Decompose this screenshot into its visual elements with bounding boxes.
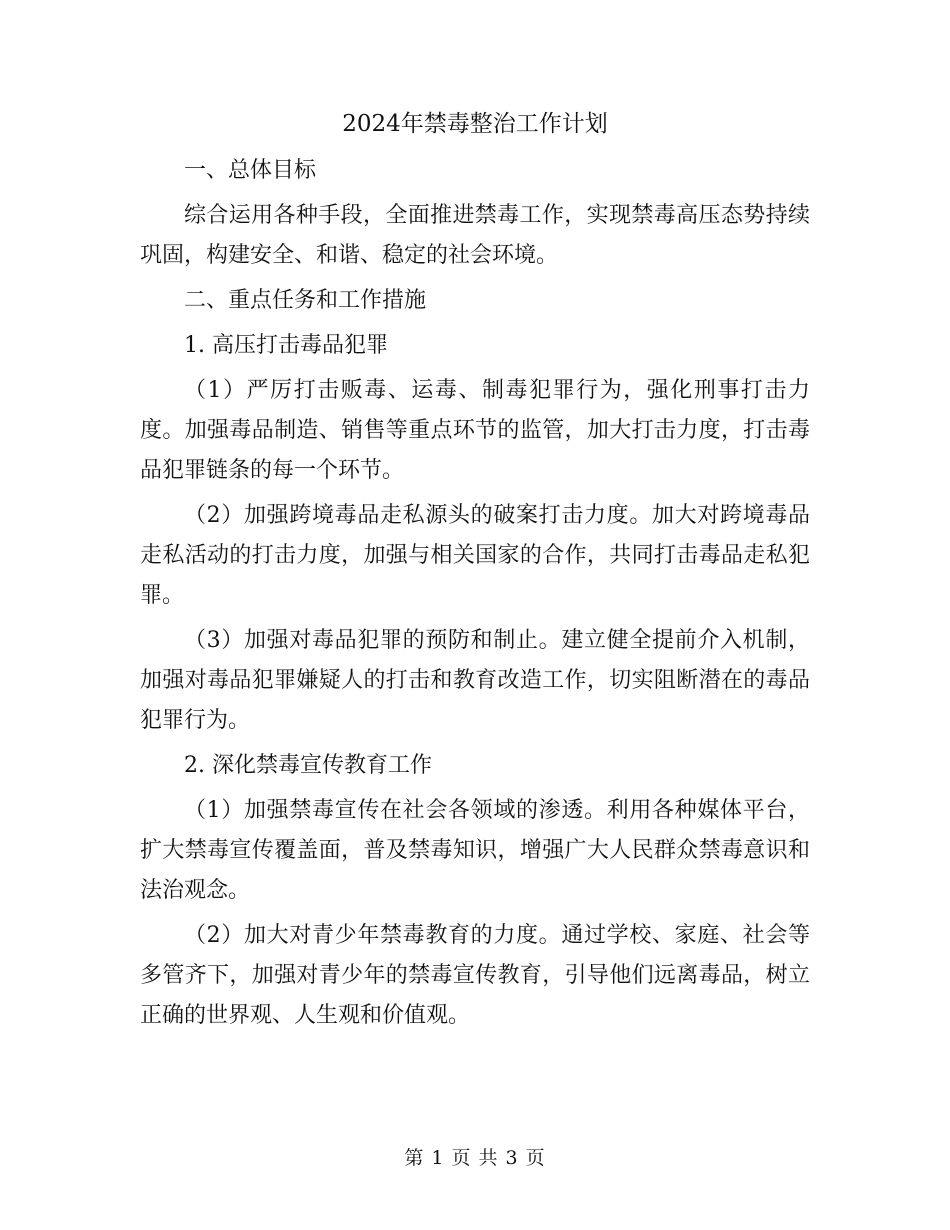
paragraph-education-1: （1）加强禁毒宣传在社会各领域的渗透。利用各种媒体平台，扩大禁毒宣传覆盖面，普及禁毒知识，增强广大人民群众禁毒意识和法治观念。 [140, 798, 810, 903]
subsection-heading-crackdown: 1. 高压打击毒品犯罪 [184, 333, 388, 358]
document-body [140, 151, 810, 1041]
paragraph-crackdown-3: （3）加强对毒品犯罪的预防和制止。建立健全提前介入机制，加强对毒品犯罪嫌疑人的打击和教育改造工作，切实阻断潜在的毒品犯罪行为。 [140, 628, 810, 733]
section-heading-goals: 一、总体目标 [184, 158, 317, 183]
page-number: 第 1 页 共 3 页 [404, 1147, 546, 1169]
document-title: 2024年禁毒整治工作计划 [342, 111, 608, 137]
section-heading-tasks: 二、重点任务和工作措施 [184, 288, 427, 313]
subsection-heading-education: 2. 深化禁毒宣传教育工作 [184, 753, 432, 778]
paragraph-goals: 综合运用各种手段，全面推进禁毒工作，实现禁毒高压态势持续巩固，构建安全、和谐、稳定的社会环境。 [140, 203, 810, 268]
paragraph-crackdown-2: （2）加强跨境毒品走私源头的破案打击力度。加大对跨境毒品走私活动的打击力度，加强与相关国家的合作，共同打击毒品走私犯罪。 [140, 503, 810, 608]
paragraph-education-2: （2）加大对青少年禁毒教育的力度。通过学校、家庭、社会等多管齐下，加强对青少年的禁毒宣传教育，引导他们远离毒品，树立正确的世界观、人生观和价值观。 [140, 923, 810, 1028]
paragraph-crackdown-1: （1）严厉打击贩毒、运毒、制毒犯罪行为，强化刑事打击力度。加强毒品制造、销售等重点环节的监管，加大打击力度，打击毒品犯罪链条的每一个环节。 [140, 378, 810, 483]
